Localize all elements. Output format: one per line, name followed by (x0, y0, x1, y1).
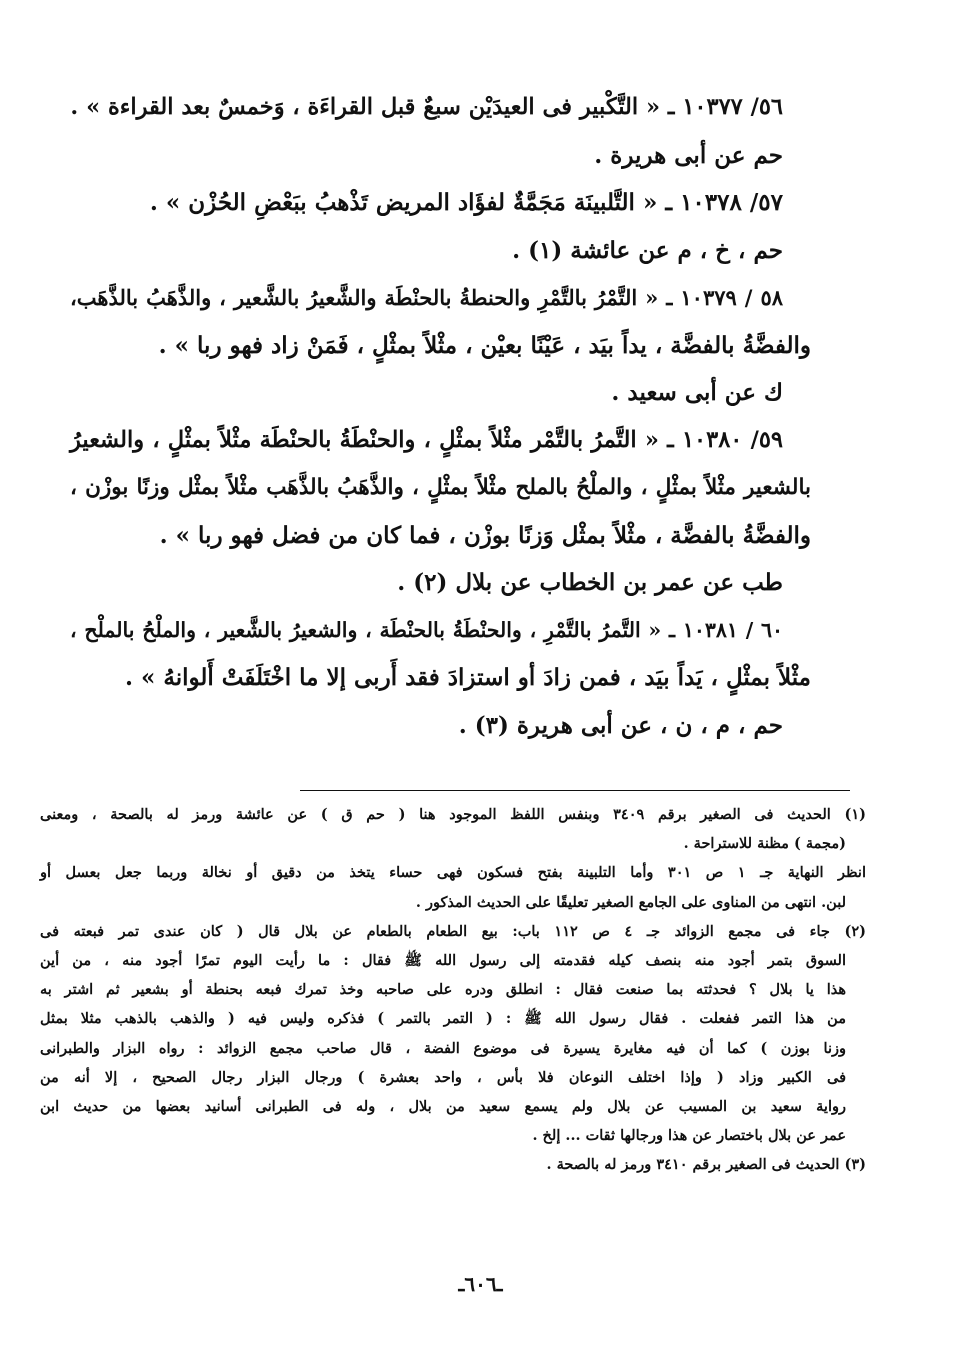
hadith-57-source: حم ، خ ، م عن عائشة (١) . (512, 236, 783, 264)
hadith-60-text-line-2: مثْلاً بمثْلٍ ، يَداً بيَد ، فمن زادَ أو استزادَ فقد أَربى إلا ما اخْتَلَفَتْ أَلوانهُ » . (124, 664, 811, 691)
footnote-3-line-1: (٣) الحديث فى الصغير برقم ٣٤١٠ ورمز له بالصحة . (546, 1156, 866, 1174)
hadith-56-source: حم عن أبى هريرة . (594, 141, 783, 169)
hadith-59-text-line-2: بالشعير مثْلاً بمثْلٍ ، والملْحُ بالملح مثْلاً بمثْلٍ ، والذَّهَبُ بالذَّهَب مثْلاً بمثْل وزنًا بوزْن ، (70, 475, 811, 500)
footnote-2-line-1: (٢) جاء فى مجمع الزوائد جـ ٤ ص ١١٢ باب: بيع الطعام بالطعام عن بلال قال ( كان عندى تمر فبعته فى (40, 922, 866, 940)
footnote-2-line-2: السوق بتمر أجود منه بنصف كيله فقدمته إلى رسول الله ﷺ فقال : ما رأيت اليوم تمرًا أجود منه ، من أين (40, 952, 846, 970)
hadith-56-text: ٥٦/ ١٠٣٧٧ ـ « التَّكْبير فى العيدَيْن سبعٌ قبل القراءَة ، وَخمسٌ بعد القراءة » . (70, 94, 783, 120)
footnote-2-line-7: رواية سعيد بن المسيب عن بلال ولم يسمع سعيد من بلال ، وله فى الطبرانى أسانيد بعضها من حديث ابن (40, 1098, 846, 1116)
footnotes (40, 800, 866, 1180)
hadith-58-source: ك عن أبى سعيد . (611, 379, 783, 406)
footnote-1-line-2: (مجمة ) مظنة للاستراحة . (683, 835, 846, 853)
hadith-60-text-line-1: ٦٠ / ١٠٣٨١ ـ « التَّمرُ بالتَّمْرِ ، والحنْطَةُ بالحنْطَة ، والشعيرُ بالشَّعير ، والملْحُ بالملْح ، (70, 617, 784, 642)
footnote-2-line-3: هذا يا بلال ؟ فحدثته بما صنعت فقال : انطلق ودره على صاحبه وخذ تمرك فبعه بحنطة أو بشعير ثم اشتر به (40, 981, 846, 999)
hadith-59-text-line-3: والفضَّةُ بالفضَّة ، مثْلاً بمثْل وَزنًا بوزْن ، فما كان من فضل فهو ربا » . (159, 521, 811, 549)
hadith-57-text: ٥٧/ ١٠٣٧٨ ـ « التَّلبينَة مَجَمَّةٌ لفؤَاد المريض تَذْهبُ ببَعْضِ الحُزْن » . (149, 189, 783, 216)
hadith-58-text-line-1: ٥٨ / ١٠٣٧٩ ـ « التَّمْرُ بالتَّمْرِ والحنطةُ بالحنْطَة والشَّعيرُ بالشَّعير ، والذَّهَبُ بالذَّهَب، (70, 285, 783, 310)
footnote-2-line-5: وزنا بوزن ) كما أن فيه مغايرة يسيرة فى موضوع الفضة ، قال صاحب مجمع الزوائد : رواه البزار والطبرانى (40, 1039, 846, 1057)
footnote-2-line-8: عمر عن بلال باختصار عن هذا ورجالها ثقات ... إلخ . (532, 1127, 846, 1145)
footnote-1-line-1: (١) الحديث فى الصغير برقم ٣٤٠٩ وبنفس اللفظ الموجود هنا ( حم ق ) عن عائشة ورمز له بالصحة ، ومعنى (40, 806, 866, 823)
hadith-58-text-line-2: والفضَّةُ بالفضَّة ، يداً بيَد ، عَيْنًا بعيْن ، مثْلاً بمثْلٍ ، فَمَنْ زاد فهو ربا » . (158, 331, 811, 359)
hadith-59-source: طب عن عمر بن الخطاب عن بلال (٢) . (397, 569, 783, 596)
footnote-1-line-3: انظر النهاية جـ ١ ص ٣٠١ وأما التلبينة بفتح فسكون فهى حساء يتخذ من دقيق أو نخالة وربما جعل بعسل أو (40, 864, 866, 882)
hadith-60-source: حم ، م ، ن ، عن أبى هريرة (٣) . (458, 711, 783, 739)
page-number: ـ٦٠٦ـ (458, 1272, 503, 1296)
hadith-59-text-line-1: ٥٩/ ١٠٣٨٠ ـ « التَّمرُ بالتَّمْر مثْلاً بمثْلٍ ، والحنْطَةُ بالحنْطَة مثْلاً بمثْلٍ ، والشعيرُ (70, 426, 783, 453)
footnote-divider (300, 790, 850, 791)
footnote-2-line-4: من هذا التمر ففعلت . فقال رسول الله ﷺ : ( التمر بالتمر ) فذكره وليس فيه ( والذهب بالذهب مثلا بمثل (40, 1010, 846, 1028)
footnote-1-line-4: لبن. انتهى من المناوى على الجامع الصغير تعليقًا على الحديث المذكور . (415, 893, 846, 911)
footnote-2-line-6: فى الكبير وزاد ( وإذا اختلف النوعان فلا بأس ، واحد بعشرة ) ورجال البزار رجال الصحيح ، إلا أنه من (40, 1068, 846, 1086)
main-text (70, 84, 811, 749)
